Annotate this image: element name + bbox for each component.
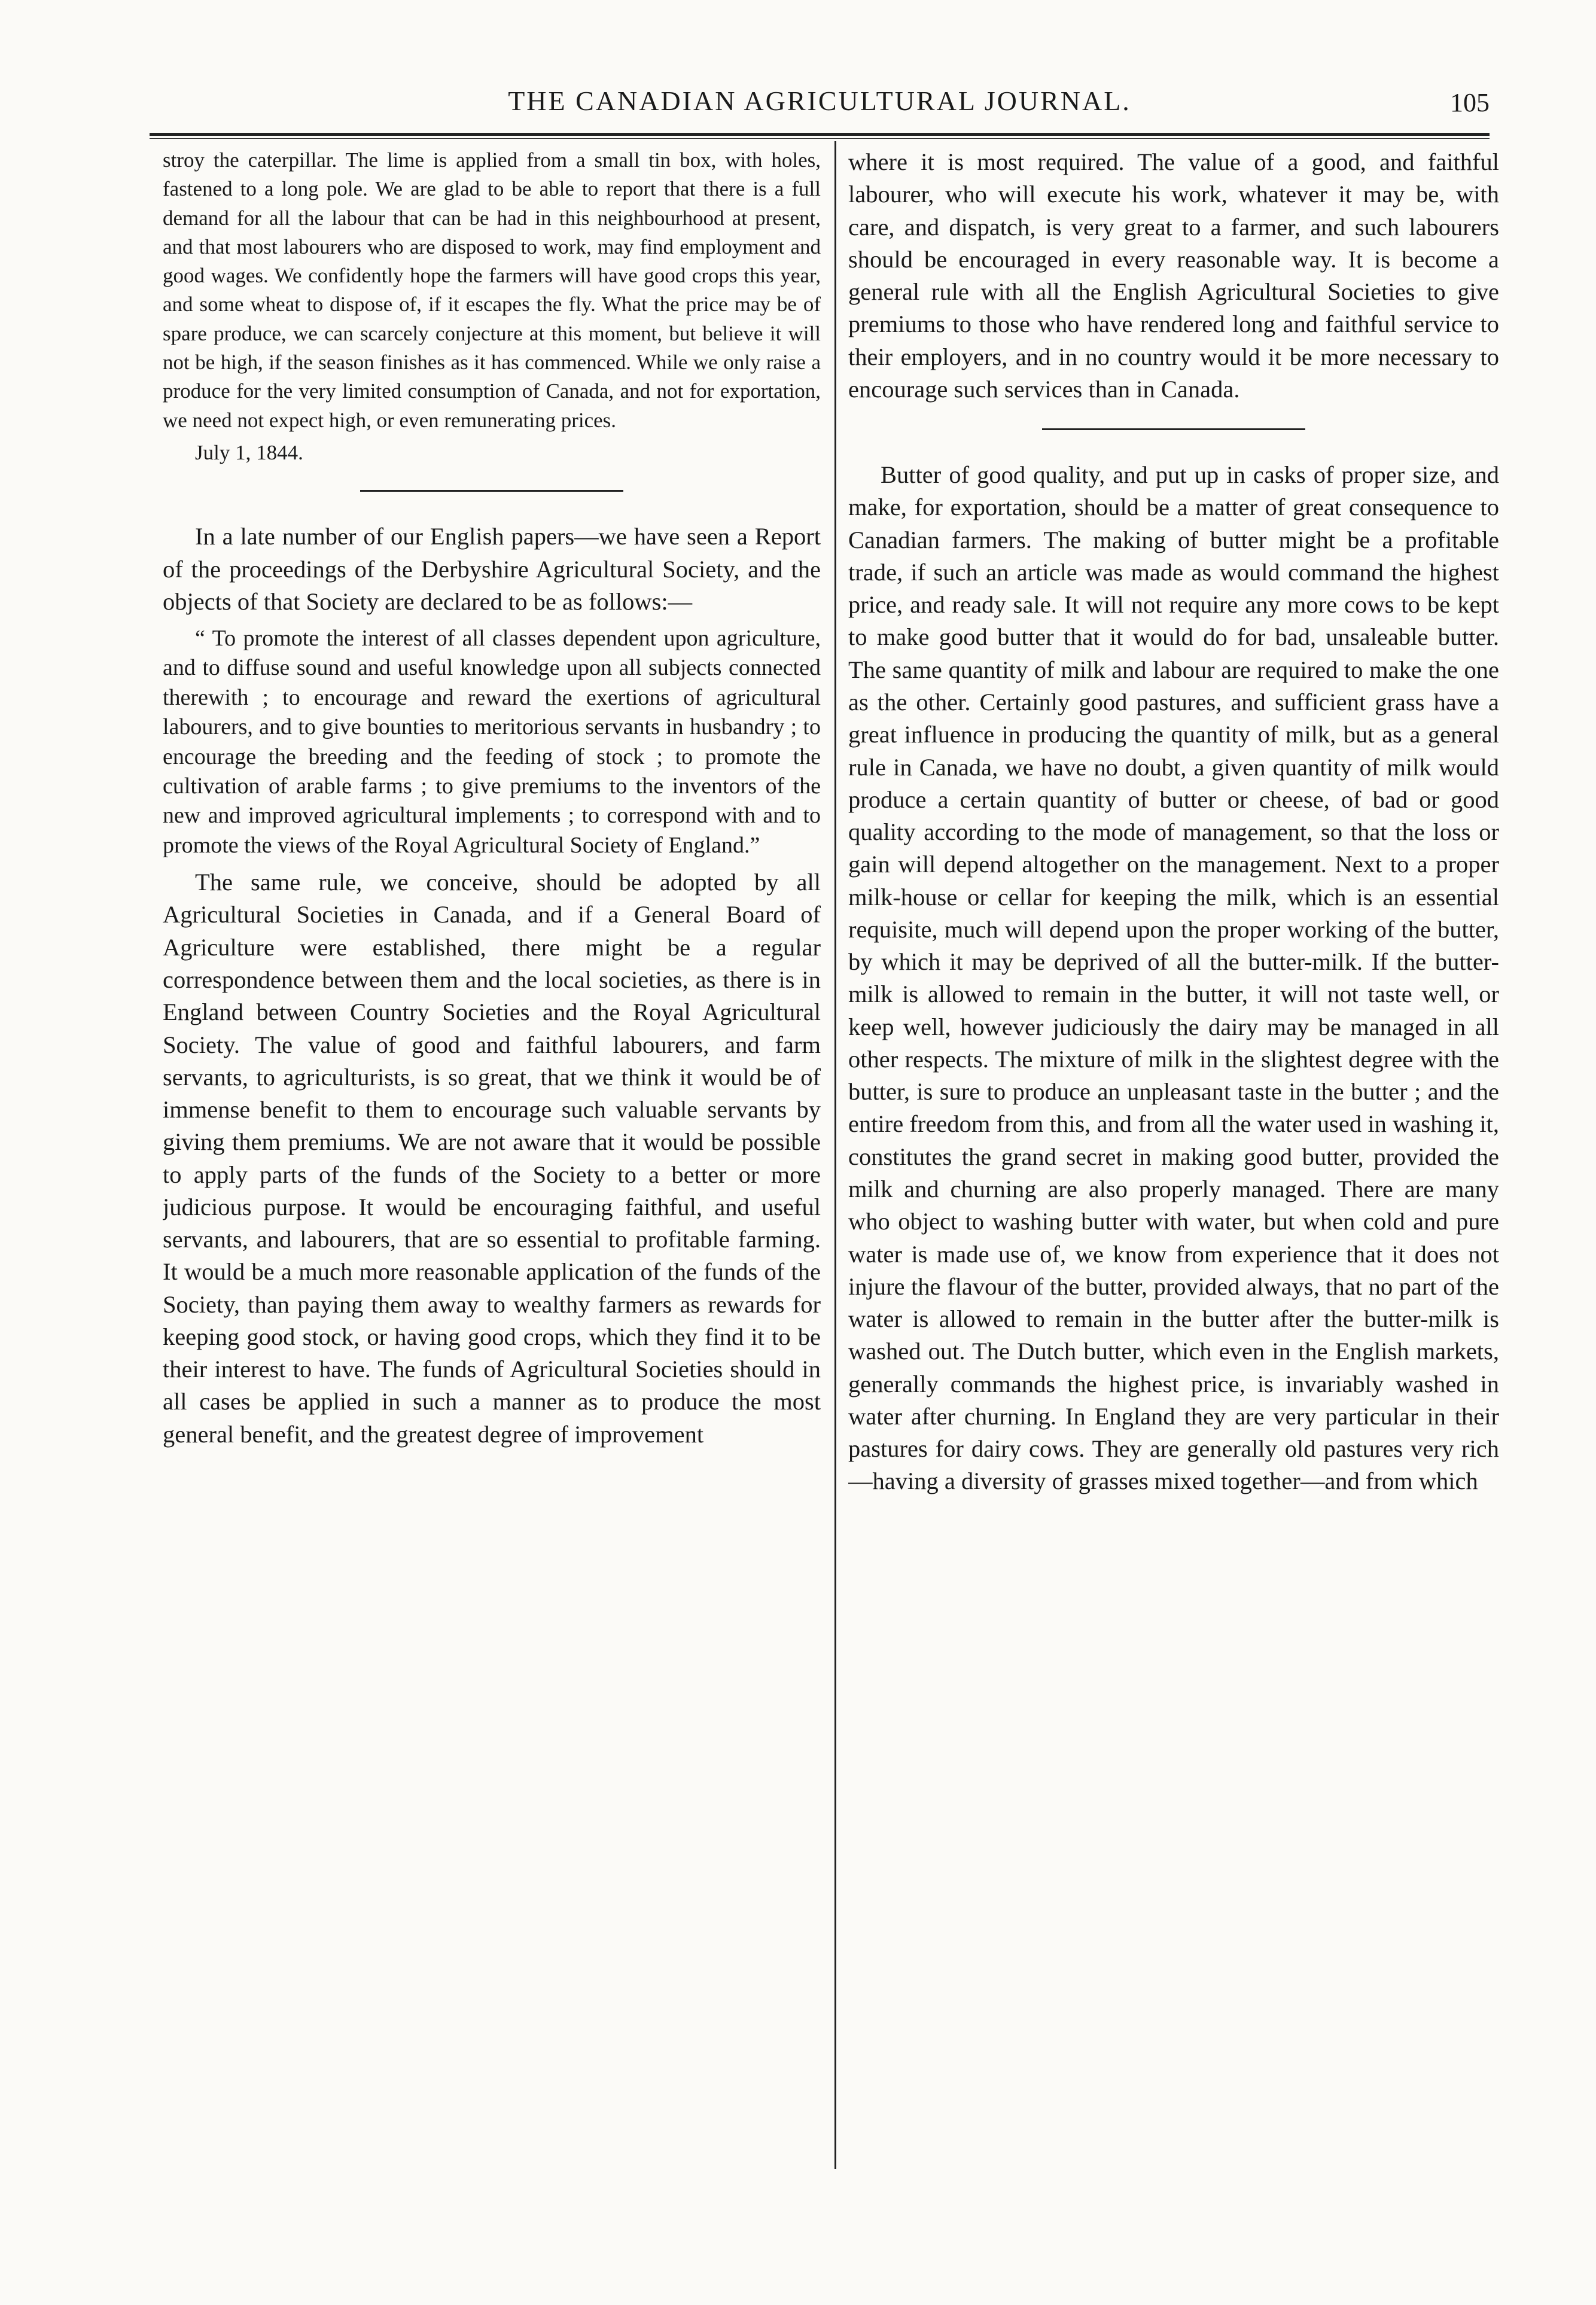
- page-number: 105: [1450, 88, 1490, 117]
- page-header: [150, 85, 1490, 133]
- left-column: [163, 146, 821, 2155]
- dateline: July 1, 1844.: [195, 440, 303, 464]
- premiums-paragraph: The same rule, we conceive, should be adopted by all Agricultural Societies in Canada, and if a General Board of Agriculture were established, there might be a regular correspondence between them and the local societies, as there is in England between Country Societies and the Royal Agricultural Society. The value of good and faithful labourers, and farm servants, to agriculturists, is so great, that we think it would be of immense benefit to them to encourage such valuable servants by giving them premiums. We are not aware that it would be possible to apply parts of the funds of the Society to a better or more judicious purpose. It would be encouraging faithful, and useful servants, and labourers, that are so essential to profitable farming. It would be a much more reasonable application of the funds of the Society, than paying them away to wealthy farmers as rewards for keeping good stock, or having good crops, which they find it to be their interest to have. The funds of Agricultural Societies should in all cases be applied in such a manner as to produce the most general benefit, and the greatest degree of improvement: [163, 869, 821, 1448]
- journal-title: THE CANADIAN AGRICULTURAL JOURNAL.: [508, 86, 1131, 116]
- butter-paragraph: Butter of good quality, and put up in casks of proper size, and make, for exportation, should be a matter of great consequence to Canadian farmers. The making of butter might be a profitable trade, if such an article was made as would command the highest price, and ready sale. It will not require any more cows to be kept to make good butter that it would do for bad, unsaleable butter. The same quantity of milk and labour are required to make the one as the other. Certainly good pastures, and sufficient grass have a great influence in producing the quantity of milk, but as a general rule in Canada, we have no doubt, a given quantity of milk would produce a certain quantity of butter or cheese, of bad or good quality according to the mode of management, so that the loss or gain will depend altogether on the management. Next to a proper milk-house or cellar for keeping the milk, which is an essential requisite, much will depend upon the proper working of the butter, by which it may be deprived of all the butter-milk. If the butter-milk is allowed to remain in the butter, it will not taste well, or keep well, however judiciously the dairy may be managed in all other respects. The mixture of milk in the slightest degree with the butter, is sure to produce an unpleasant taste in the butter ; and the entire freedom from this, and from all the water used in washing it, constitutes the grand secret in making good butter, provided the milk and churning are also properly managed. There are many who object to washing butter with water, but when cold and pure water is made use of, we know from experience that it does not injure the flavour of the butter, provided always, that no part of the water is allowed to remain in the butter after the butter-milk is washed out. The Dutch butter, which even in the English markets, generally commands the highest price, is invariably washed in water after churning. In England they are very particular in their pastures for dairy cows. They are generally old pastures very rich—having a diversity of grasses mixed together—and from which: [848, 461, 1499, 1495]
- header-rule-thin: [150, 138, 1490, 139]
- caterpillar-paragraph: stroy the caterpillar. The lime is applied from a small tin box, with holes, fastened to a long pole. We are glad to be able to report that there is a full demand for all the labour that can be had in this neighbourhood at present, and that most labourers who are disposed to work, may find employment and good wages. We confidently hope the farmers will have good crops this year, and some wheat to dispose of, if it escapes the fly. What the price may be of spare produce, we can scarcely conjecture at this moment, but believe it will not be high, if the season finishes as it has commenced. While we only raise a produce for the very limited consumption of Canada, and not for exportation, we need not expect high, or even remunerating prices.: [163, 148, 821, 432]
- column-divider: [834, 141, 836, 2169]
- header-rule: [150, 133, 1490, 136]
- derbyshire-intro-paragraph: In a late number of our English papers—we have seen a Report of the proceedings of the Derbyshire Agricultural Society, and the objects of that Society are declared to be as follows:—: [163, 523, 821, 615]
- section-separator: [1042, 428, 1305, 430]
- right-column: [848, 146, 1499, 2155]
- section-separator: [360, 490, 623, 492]
- society-objects-quote: “ To promote the interest of all classes dependent upon agriculture, and to diffuse sound and useful knowledge upon all subjects connected therewith ; to encourage and reward the exertions of agricultural labourers, and to give bounties to meritorious servants in husbandry ; to encourage the breeding and the feeding of stock ; to promote the cultivation of arable farms ; to give premiums to the inventors of the new and improved agricultural implements ; to correspond with and to promote the views of the Royal Agricultural Society of England.”: [163, 626, 821, 858]
- labourer-paragraph: where it is most required. The value of a good, and faithful labourer, who will execute his work, whatever it may be, with care, and dispatch, is very great to a farmer, and such labourers should be encouraged in every reasonable way. It is become a general rule with all the English Agricultural Societies to give premiums to those who have rendered long and faithful service to their employers, and in no country would it be more necessary to encourage such services than in Canada.: [848, 148, 1499, 403]
